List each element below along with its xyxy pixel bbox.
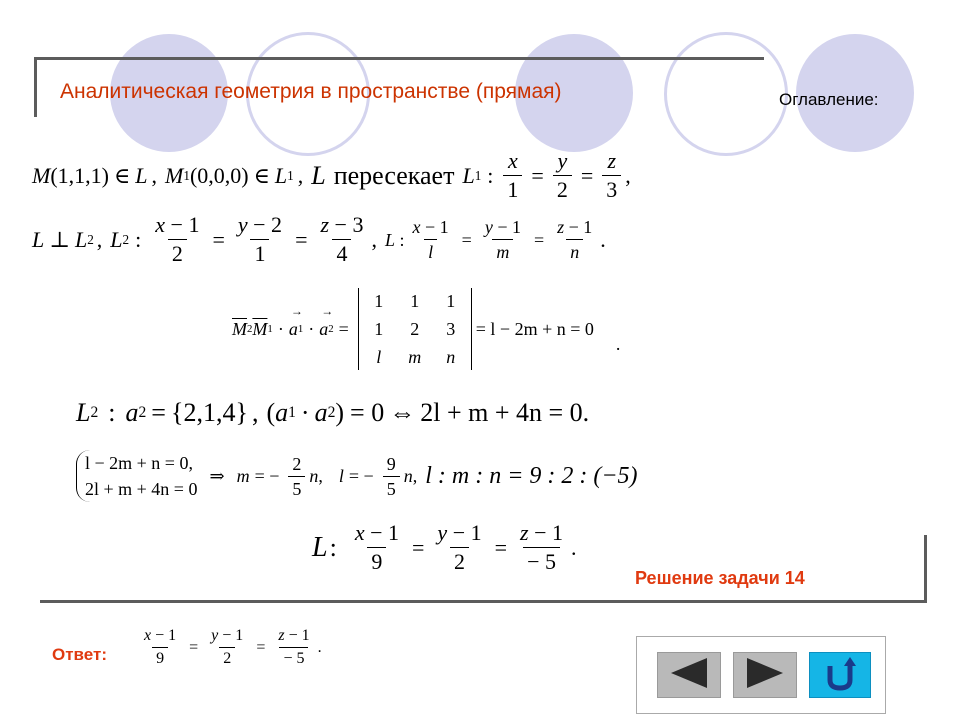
frame-right-line [924, 535, 927, 603]
determinant-equation: $\overline{M}$ 2 $\overline{M}$ 1 · → a 1 · → a 2 = 1 1 1 1 2 3 l m n = l − 2m + n = 0 . [232, 288, 620, 370]
dot-zero: = 0 [350, 398, 385, 427]
toc-link[interactable]: Оглавление: [779, 90, 879, 109]
determinant-matrix: 1 1 1 1 2 3 l m n [358, 288, 472, 370]
slide-title: Аналитическая геометрия в пространстве (прямая) [60, 80, 562, 103]
frame-bottom-line [40, 600, 927, 603]
frame-left-line [34, 57, 37, 117]
a2-vector: {2,1,4} [170, 398, 248, 427]
system-eq-1: l − 2m + n = 0, [85, 453, 193, 473]
system-line: l − 2m + n = 0, 2l + m + 4n = 0 ⇒ m = − $\frac{2}{5}$ n , l = − $\frac{9}{5}$ n , l : m : n = 9 : 2 : (−5) [76, 450, 638, 502]
equation-2l: 2l + m + 4n = 0. [420, 398, 590, 427]
direction-vector-line: L 2 : a 2 = {2,1,4} , ( a 1 · a 2 ) = 0 ⇔ 2l + m + 4n = 0. [76, 398, 590, 427]
triangle-left-icon [667, 656, 711, 695]
return-arrow-icon [820, 654, 860, 697]
problem-line-2: L ⊥ L 2 , L 2 : $\frac{x - 1}{2}$ = $\frac{y - 2}{1}$ = $\frac{z - 3}{4}$ , L : $\frac{x - 1}{l}$ = $\frac{y - 1}{m}$ = $\frac{z - 1}{n}$ . [32, 212, 606, 266]
final-line-equation: L : $\frac{x - 1}{9}$ = $\frac{y - 1}{2}$ = $\frac{z - 1}{- 5}$ . [312, 520, 577, 574]
ratio-result: l : m : n = 9 : 2 : (−5) [425, 463, 638, 489]
answer-label: Ответ: [52, 645, 107, 664]
decor-circle-4 [664, 32, 788, 156]
return-button[interactable] [809, 652, 871, 698]
solution-label: Решение задачи 14 [635, 568, 805, 588]
next-button[interactable] [733, 652, 797, 698]
determinant-result: = l − 2m + n = 0 [475, 319, 594, 339]
point-m1-coords: (0,0,0) [189, 162, 249, 188]
triangle-right-icon [743, 656, 787, 695]
intersects-word: пересекает [333, 160, 455, 190]
point-m-coords: (1,1,1) [50, 162, 109, 188]
linear-system [76, 450, 197, 502]
problem-line-1: M (1,1,1) ∈ L , M 1 (0,0,0) ∈ L 1 , L пересекает L 1 : $\frac{x}{1}$ = $\frac{y}{2}$ = $\frac{z}{3}$ , [32, 148, 631, 202]
prev-button[interactable] [657, 652, 721, 698]
system-eq-2: 2l + m + 4n = 0 [85, 479, 198, 499]
answer-equation: $\frac{x - 1}{9}$ = $\frac{y - 1}{2}$ = $\frac{z - 1}{- 5}$ . [144, 627, 322, 667]
frame-top-line [34, 57, 764, 60]
